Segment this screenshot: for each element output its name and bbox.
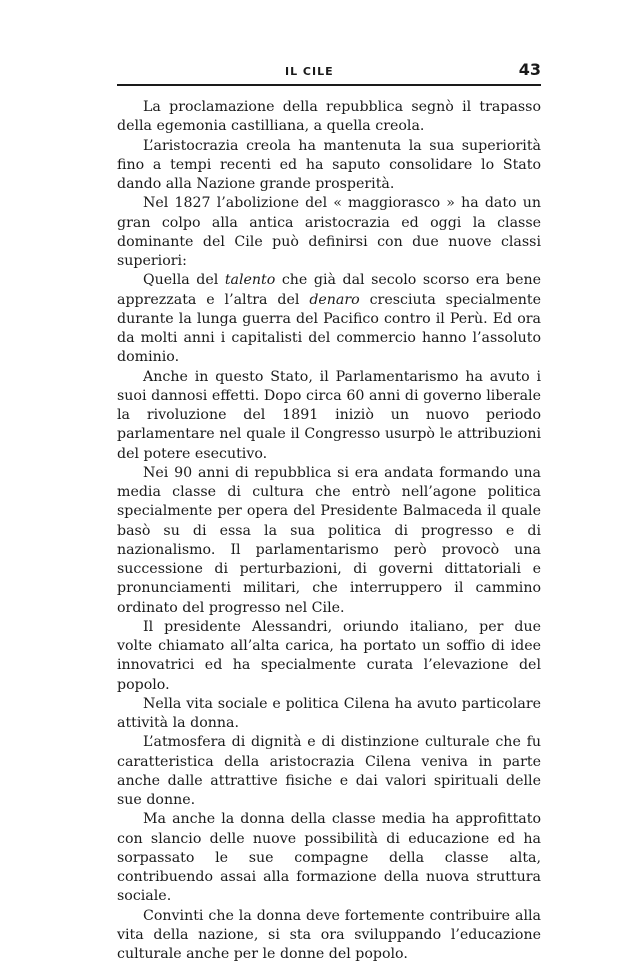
page-header: [117, 60, 541, 86]
paragraph-4: [117, 271, 541, 367]
body-text: [117, 98, 541, 964]
term-talento: talento: [225, 272, 275, 288]
page-number: 43: [519, 60, 541, 79]
paragraph-8: Nella vita sociale e politica Cilena ha avuto particolare attività la donna.: [117, 695, 541, 734]
paragraph-9: L’atmosfera di dignità e di distinzione culturale che fu caratteristica della aristocrazia Cilena veniva in parte anche dalle attrattive fisiche e dai valori spirituali delle sue donne.: [117, 733, 541, 810]
paragraph-4-text-c: che già dal secolo scorso era bene apprezzata e l’altra del: [117, 272, 541, 307]
paragraph-3: Nel 1827 l’abolizione del « maggiorasco » ha dato un gran colpo alla antica aristocrazia ed oggi la classe dominante del Cile può definirsi con due nuove classi superiori:: [117, 194, 541, 271]
paragraph-11: Convinti che la donna deve fortemente contribuire alla vita della nazione, si sta ora sviluppando l’educazione culturale anche per le donne del popolo.: [117, 907, 541, 964]
paragraph-2: L’aristocrazia creola ha mantenuta la sua superiorità fino a tempi recenti ed ha saputo consolidare lo Stato dando alla Nazione grande prosperità.: [117, 137, 541, 195]
paragraph-6: Nei 90 anni di repubblica si era andata formando una media classe di cultura che entrò nell’agone politica specialmente per opera del Presidente Balmaceda il quale basò su di essa la sua politica di progresso e di nazionalismo. Il parlamentarismo però provocò una successione di perturbazioni, di governi dittatoriali e pronunciamenti militari, che interruppero il cammino ordinato del progresso nel Cile.: [117, 464, 541, 618]
paragraph-10: Ma anche la donna della classe media ha approfittato con slancio delle nuove possibilità di educazione ed ha sorpassato le sue compagne della classe alta, contribuendo assai alla formazione della nuova struttura sociale.: [117, 810, 541, 906]
paragraph-5: Anche in questo Stato, il Parlamentarismo ha avuto i suoi dannosi effetti. Dopo circa 60 anni di governo liberale la rivoluzione del 1891 iniziò un nuovo periodo parlamentare nel quale il Congresso usurpò le attribuzioni del potere esecutivo.: [117, 368, 541, 464]
paragraph-1: La proclamazione della repubblica segnò il trapasso della egemonia castilliana, a quella creola.: [117, 98, 541, 137]
term-denaro: denaro: [309, 292, 359, 308]
paragraph-4-text-e: cresciuta specialmente durante la lunga guerra del Pacifico contro il Perù. Ed ora da molti anni i capitalisti del commercio hanno l’assoluto dominio.: [117, 292, 541, 366]
running-head: IL CILE: [285, 65, 334, 78]
paragraph-4-text-a: Quella del: [143, 272, 225, 288]
paragraph-7: Il presidente Alessandri, oriundo italiano, per due volte chiamato all’alta carica, ha portato un soffio di idee innovatrici ed ha specialmente curata l’elevazione del popolo.: [117, 618, 541, 695]
